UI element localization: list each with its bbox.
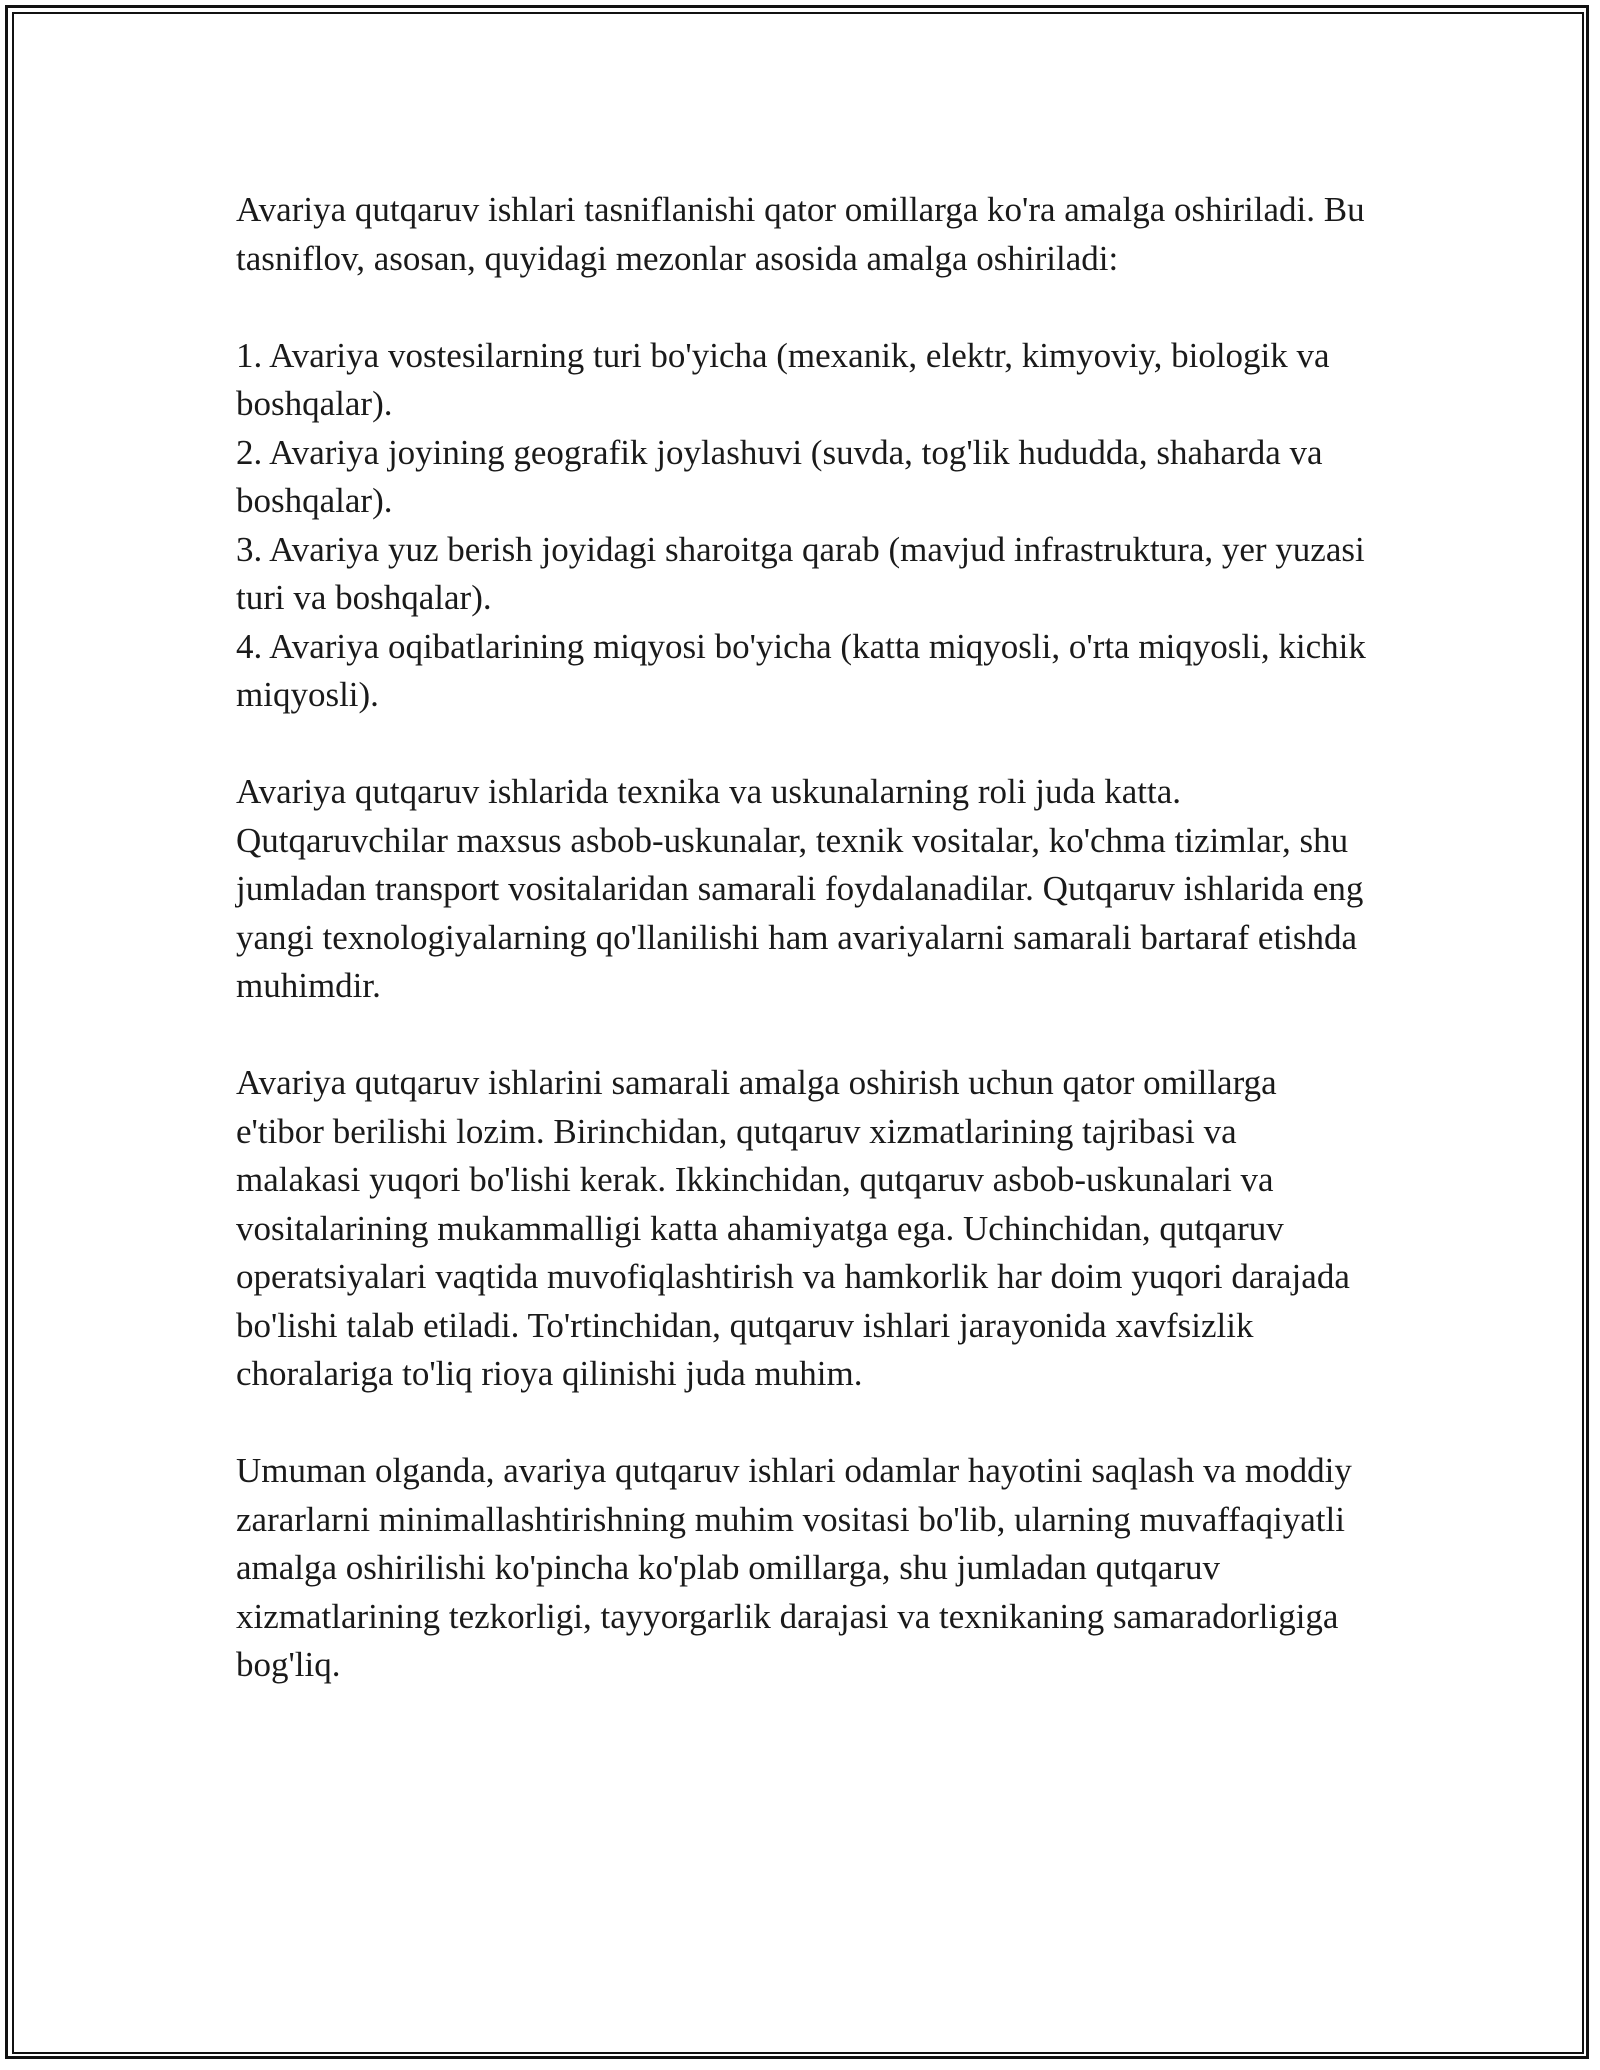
- intro-paragraph: Avariya qutqaruv ishlari tasniflanishi qator omillarga ko'ra amalga oshiriladi. Bu tasniflov, asosan, quyidagi mezonlar asosida amalga oshiriladi:: [236, 190, 1365, 278]
- factors-paragraph: Avariya qutqaruv ishlarini samarali amalga oshirish uchun qator omillarga e'tibor berilishi lozim. Birinchidan, qutqaruv xizmatlarining tajribasi va malakasi yuqori bo'lishi kerak. Ikkinchidan, qutqaruv asbob-uskunalari va vositalarining mukammalligi katta ahamiyatga ega. Uchinchidan, qutqaruv operatsiyalari vaqtida muvofiqlashtirish va hamkorlik har doim yuqori darajada bo'lishi talab etiladi. To'rtinchidan, qutqaruv ishlari jarayonida xavfsizlik choralariga to'liq rioya qilinishi juda muhim.: [236, 1063, 1350, 1393]
- numbered-list: [236, 332, 1366, 720]
- conclusion-paragraph: Umuman olganda, avariya qutqaruv ishlari odamlar hayotini saqlash va moddiy zararlarni minimallashtirishning muhim vositasi bo'lib, ularning muvaffaqiyatli amalga oshirilishi ko'pincha ko'plab omillarga, shu jumladan qutqaruv xizmatlarining tezkorligi, tayyorgarlik darajasi va texnikaning samaradorligiga bog'liq.: [236, 1451, 1352, 1684]
- list-item: 4. Avariya oqibatlarining miqyosi bo'yicha (katta miqyosli, o'rta miqyosli, kichik miqyosli).: [236, 626, 1366, 714]
- list-item: 3. Avariya yuz berish joyidagi sharoitga qarab (mavjud infrastruktura, yer yuzasi turi va boshqalar).: [236, 529, 1365, 617]
- equipment-paragraph: Avariya qutqaruv ishlarida texnika va uskunalarning roli juda katta. Qutqaruvchilar maxsus asbob-uskunalar, texnik vositalar, ko'chma tizimlar, shu jumladan transport vositalaridan samarali foydalanadilar. Qutqaruv ishlarida eng yangi texnologiyalarning qo'llanilishi ham avariyalarni samarali bartaraf etishda muhimdir.: [236, 772, 1364, 1005]
- document-body: [236, 186, 1366, 1738]
- list-item: 1. Avariya vostesilarning turi bo'yicha (mexanik, elektr, kimyoviy, biologik va boshqalar).: [236, 335, 1330, 423]
- list-item: 2. Avariya joyining geografik joylashuvi (suvda, tog'lik hududda, shaharda va boshqalar).: [236, 432, 1323, 520]
